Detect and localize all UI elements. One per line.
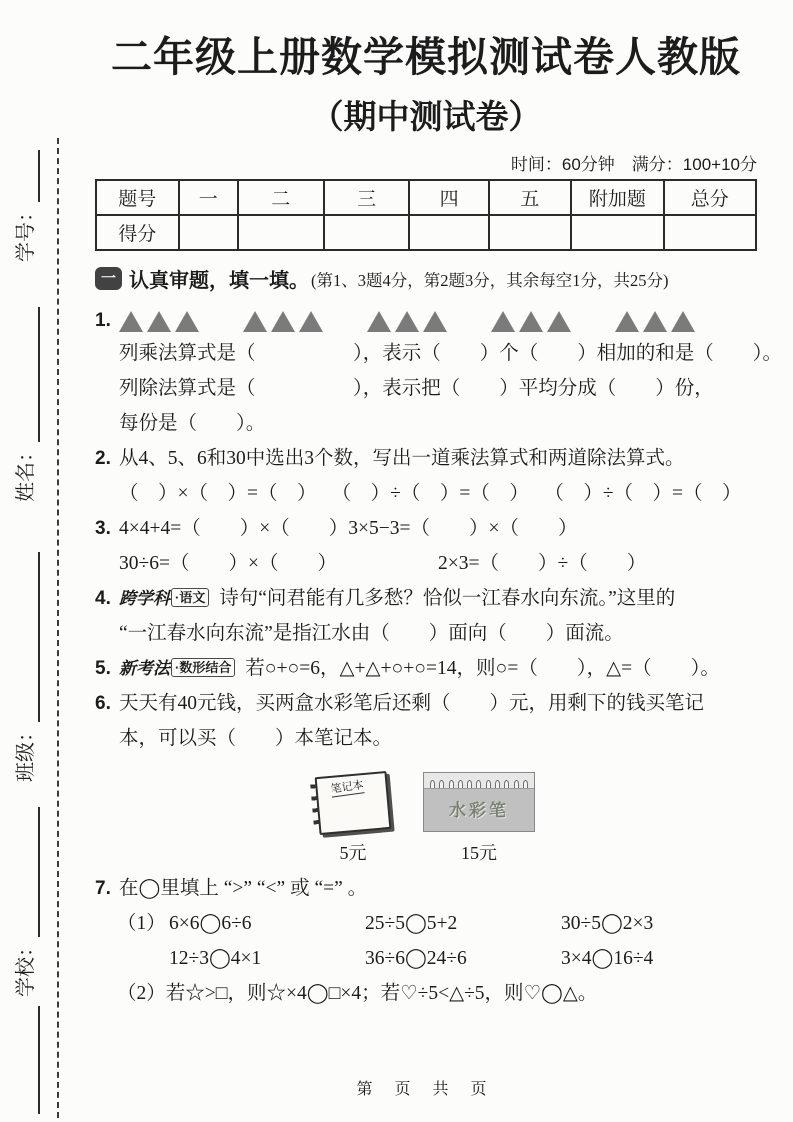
score-table-corner: 题号 (96, 180, 179, 215)
score-col-total: 总分 (664, 180, 756, 215)
q2-text: 2. 从4、5、6和30中选出3个数，写出一道乘法算式和两道除法算式。 (95, 441, 757, 476)
q1-line-pershare: 每份是（ ）。 (119, 413, 266, 434)
q4-line-2: “一江春水向东流”是指江水由（ ）面向（ ）面流。 (119, 623, 624, 644)
score-cell-empty (179, 215, 238, 250)
notebook-cover-label: 笔记本 (330, 776, 365, 797)
triangle-icon (395, 311, 419, 332)
pen-nibs (424, 773, 534, 789)
pen-cap-icon (449, 780, 454, 788)
triangle-group (119, 311, 199, 332)
triangle-icon (547, 311, 571, 332)
section-1-points-note: (第1、3题4分，第2题3分，其余每空1分，共25分) (311, 270, 669, 290)
q3-row-1 (95, 511, 757, 546)
score-row-label: 得分 (96, 215, 179, 250)
student-name-label: 姓名： (15, 442, 37, 502)
question-area (95, 303, 783, 1011)
score-cell-empty (664, 215, 756, 250)
pen-cap-icon (514, 780, 519, 788)
q5-line: 5. 新考法 ·数形结合 若○+○=6，△+△+○+○=14，则○=（ ），△=（ ）。 (95, 651, 757, 686)
watercolor-item (423, 772, 535, 865)
triangle-icon (367, 311, 391, 332)
q3-equation-4: 2×3=（ ）÷（ ） (438, 553, 647, 574)
q7-sub1-row-1 (95, 906, 757, 941)
q4-line-1: 4. 跨学科 ·语文 诗句“问君能有几多愁？恰似一江春水向东流。”这里的 (95, 581, 757, 616)
page-footer: 第 页 共 页 (356, 1081, 496, 1098)
school-field (13, 807, 40, 997)
pen-cap-icon (486, 780, 491, 788)
notebook-price: 5元 (339, 843, 367, 863)
triangle-icon (299, 311, 323, 332)
triangle-icon (147, 311, 171, 332)
q2-equation-2: （ ）÷（ ）=（ ） (331, 483, 529, 504)
notebook-item (317, 774, 389, 865)
extra-blank-line (13, 1006, 40, 1114)
section-1-badge-icon: 一 (95, 267, 122, 290)
q3-equation-3: 30÷6=（ ）×（ ） (119, 553, 337, 574)
pen-cap-icon (439, 780, 444, 788)
q7-number: 7. (95, 878, 111, 899)
triangle-group (491, 311, 571, 332)
triangle-group (615, 311, 695, 332)
pen-cap-icon (504, 780, 509, 788)
q7-compare-1: 6×6◯6÷6 (169, 913, 252, 934)
q6-line-1: 6. 天天有40元钱，买两盒水彩笔后还剩（ ）元，用剩下的钱买笔记 (95, 686, 757, 721)
student-id-label: 学号： (15, 202, 37, 262)
q7-sub1-label: （1） (117, 913, 166, 934)
score-col-4: 四 (409, 180, 488, 215)
triangle-icon (519, 311, 543, 332)
q4-number: 4. (95, 588, 111, 609)
score-table-score-row (96, 215, 756, 250)
watercolor-box-image (423, 772, 535, 832)
score-cell-empty (489, 215, 572, 250)
q2-number: 2. (95, 448, 111, 469)
score-cell-empty (324, 215, 410, 250)
section-1-header (95, 264, 757, 293)
triangle-row (119, 311, 739, 332)
paper-title: 二年级上册数学模拟测试卷人教版 (111, 34, 741, 80)
section-1-title: 认真审题，填一填。 (129, 270, 309, 292)
new-method-badge: 新考法 ·数形结合 (119, 651, 235, 686)
triangle-icon (671, 311, 695, 332)
q1-line-division: 列除法算式是（ ），表示把（ ）平均分成（ ）份， (119, 378, 714, 399)
q1-line-multiplication: 列乘法算式是（ ），表示（ ）个（ ）相加的和是（ ）。 (119, 343, 783, 364)
score-cell-empty (238, 215, 324, 250)
q7-sub1-row-2 (95, 941, 757, 976)
q7-compare-6: 3×4◯16÷4 (561, 948, 654, 969)
q1-number: 1. (95, 310, 111, 331)
score-col-2: 二 (238, 180, 324, 215)
triangle-icon (423, 311, 447, 332)
q6-line-2: 本，可以买（ ）本笔记本。 (119, 728, 393, 749)
triangle-icon (643, 311, 667, 332)
school-label: 学校： (15, 937, 37, 997)
class-label: 班级： (15, 722, 37, 782)
q1-triangle-row (95, 303, 757, 336)
pen-cap-icon (458, 780, 463, 788)
score-col-3: 三 (324, 180, 410, 215)
score-table-header-row (96, 180, 756, 215)
notebook-image (315, 771, 392, 835)
score-col-1: 一 (179, 180, 238, 215)
q7-compare-4: 12÷3◯4×1 (169, 948, 262, 969)
triangle-icon (271, 311, 295, 332)
q3-row-2 (95, 546, 757, 581)
triangle-icon (243, 311, 267, 332)
q3-equation-2: 3×5−3=（ ）×（ ） (348, 518, 578, 539)
student-name-field (13, 307, 40, 502)
q3-number: 3. (95, 518, 111, 539)
binding-dashed-line (57, 138, 59, 1118)
paper-subtitle: （期中测试卷） (310, 98, 542, 135)
triangle-icon (119, 311, 143, 332)
q5-number: 5. (95, 658, 111, 679)
q7-sub2-label: （2） (117, 983, 166, 1004)
score-table (95, 179, 757, 251)
score-cell-empty (409, 215, 488, 250)
q2-equation-3: （ ）÷（ ）=（ ） (544, 483, 742, 504)
class-blank-line (13, 552, 40, 722)
student-name-blank-line (13, 307, 40, 442)
q6-number: 6. (95, 693, 111, 714)
score-col-5: 五 (489, 180, 572, 215)
time-score-info: 时间：60分钟 满分：100+10分 (510, 155, 757, 174)
q7-sub2-row: （2）若☆>□，则☆×4◯□×4；若♡÷5<△÷5，则♡◯△。 (117, 983, 598, 1004)
triangle-group (367, 311, 447, 332)
watercolor-box-label: 水彩笔 (449, 801, 509, 820)
pen-cap-icon (430, 780, 435, 788)
triangle-icon (175, 311, 199, 332)
q3-equation-1: 4×4+4=（ ）×（ ） (119, 518, 349, 539)
student-id-blank-line (13, 150, 40, 202)
pen-cap-icon (476, 780, 481, 788)
paper-main-column (95, 24, 783, 1011)
student-id-field (13, 150, 40, 262)
watercolor-price: 15元 (461, 843, 497, 863)
triangle-icon (615, 311, 639, 332)
class-field (13, 552, 40, 782)
q6-item-pictures (317, 772, 757, 865)
cross-subject-badge: 跨学科 ·语文 (119, 581, 209, 616)
q7-intro: 7. 在◯里填上 “>” “<” 或 “=” 。 (95, 871, 757, 906)
triangle-group (243, 311, 323, 332)
school-blank-line (13, 807, 40, 937)
q2-equation-row (95, 476, 757, 511)
triangle-icon (491, 311, 515, 332)
score-cell-empty (571, 215, 663, 250)
pen-cap-icon (495, 780, 500, 788)
pen-cap-icon (467, 780, 472, 788)
q2-equation-1: （ ）×（ ）=（ ） (119, 483, 317, 504)
q7-compare-2: 25÷5◯5+2 (365, 913, 458, 934)
score-col-bonus: 附加题 (571, 180, 663, 215)
q7-compare-3: 30÷5◯2×3 (561, 913, 654, 934)
pen-cap-icon (523, 780, 528, 788)
q7-compare-5: 36÷6◯24÷6 (365, 948, 467, 969)
